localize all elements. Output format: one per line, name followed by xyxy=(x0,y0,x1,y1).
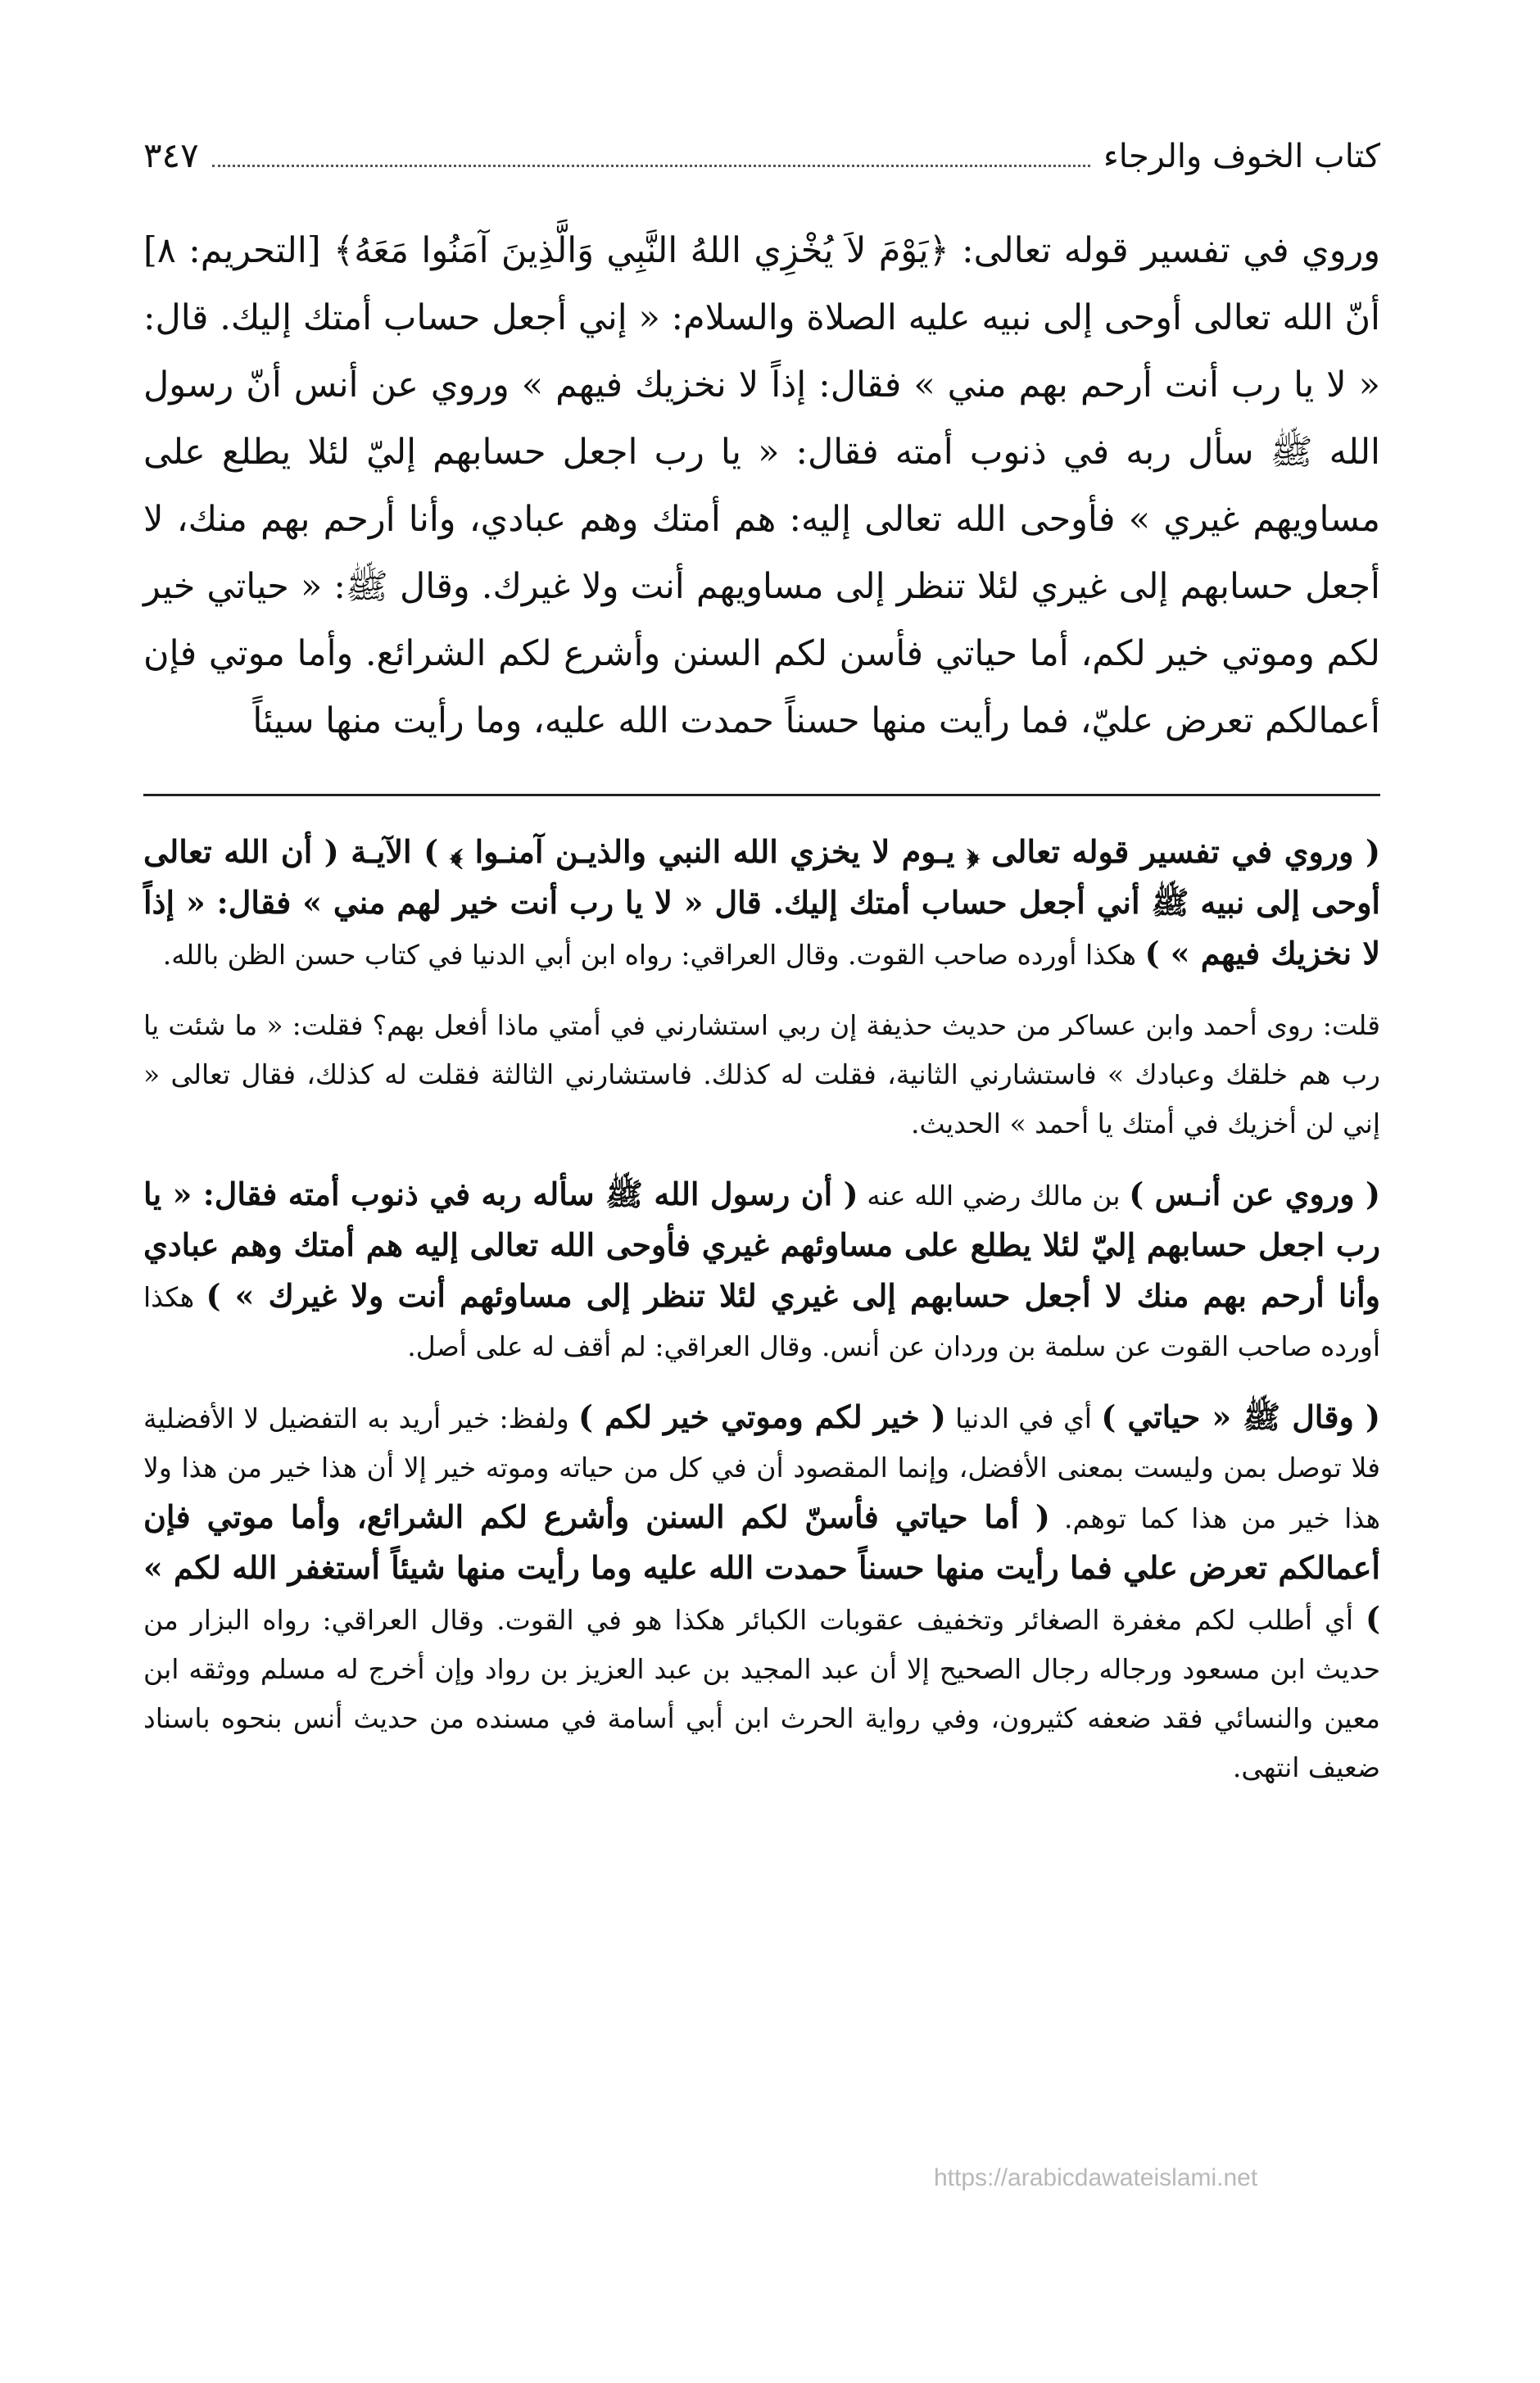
page-number: ٣٤٧ xyxy=(143,135,199,175)
commentary-paragraph-2 xyxy=(143,1001,1380,1148)
commentary-text: أي في الدنيا xyxy=(945,1402,1102,1434)
commentary-paragraph-1 xyxy=(143,827,1380,980)
commentary-paragraph-4 xyxy=(143,1393,1380,1792)
quoted-text: ( خير لكم وموتي خير لكم ) xyxy=(578,1398,946,1435)
commentary-text: بن مالك رضي الله عنه xyxy=(858,1180,1130,1212)
quoted-text: ( أن رسول الله ﷺ سأله ربه في ذنوب أمته فقال: « يا رب اجعل حسابهم إليّ لئلا يطلع على مساوئهم غيري فأوحى الله تعالى إليه هم أمتك وهم عبادي وأنا أرحم بهم منك لا أجعل حسابهم إلى غيري لئلا تنظر إلى مساوئهم أنت ولا غيرك » ) xyxy=(143,1176,1380,1314)
book-title: كتاب الخوف والرجاء xyxy=(1103,138,1380,175)
commentary-block xyxy=(143,827,1380,1792)
footnote-divider xyxy=(143,794,1380,796)
commentary-text: هكذا أورده صاحب القوت عن سلمة بن وردان عن أنس. وقال العراقي: لم أقف له على أصل. xyxy=(143,1281,1380,1362)
commentary-text: قلت: روى أحمد وابن عساكر من حديث حذيفة إن ربي استشارني في أمتي ماذا أفعل بهم؟ فقلت: « ما شئت يا رب هم خلقك وعبادك » فاستشارني الثانية، فقلت له كذلك. فاستشارني الثالثة فقلت له كذلك، فقال تعالى « إني لن أخزيك في أمتك يا أحمد » الحديث. xyxy=(143,1009,1380,1139)
quoted-text: ( أما حياتي فأسنّ لكم السنن وأشرع لكم الشرائع، وأما موتي فإن أعمالكم تعرض علي فما رأيت منها حسناً حمدت الله عليه وما رأيت منها شيئاً أستغفر الله لكم » ) xyxy=(143,1498,1380,1637)
main-text-block xyxy=(143,217,1380,754)
quoted-text: ( وقال ﷺ « حياتي ) xyxy=(1101,1398,1380,1435)
commentary-text: أي أطلب لكم مغفرة الصغائر وتخفيف عقوبات الكبائر هكذا هو في القوت. وقال العراقي: رواه البزار من حديث ابن مسعود ورجاله رجال الصحيح إلا أن عبد المجيد بن عبد العزيز بن رواد وإن أخرج له مسلم ووثقه ابن معين والنسائي فقد ضعفه كثيرون، وفي رواية الحرث ابن أبي أسامة في مسنده من حديث أنس بنحوه باسناد ضعيف انتهى. xyxy=(143,1604,1380,1783)
quoted-text: ( وروي عن أنـس ) xyxy=(1129,1176,1380,1212)
running-header xyxy=(143,135,1380,193)
main-paragraph: وروي في تفسير قوله تعالى: ﴿يَوْمَ لاَ يُخْزِي اللهُ النَّبِي وَالَّذِينَ آمَنُوا مَعَهُ﴾ [التحريم: ٨] أنّ الله تعالى أوحى إلى نبيه عليه الصلاة والسلام: « إني أجعل حساب أمتك إليك. قال: « لا يا رب أنت أرحم بهم مني » فقال: إذاً لا نخزيك فيهم » وروي عن أنس أنّ رسول الله ﷺ سأل ربه في ذنوب أمته فقال: « يا رب اجعل حسابهم إليّ لئلا يطلع على مساويهم غيري » فأوحى الله تعالى إليه: هم أمتك وهم عبادي، وأنا أرحم بهم منك، لا أجعل حسابهم إلى غيري لئلا تنظر إلى مساويهم أنت ولا غيرك. وقال ﷺ: « حياتي خير لكم وموتي خير لكم، أما حياتي فأسن لكم السنن وأشرع لكم الشرائع. وأما موتي فإن أعمالكم تعرض عليّ، فما رأيت منها حسناً حمدت الله عليه، وما رأيت منها سيئاً xyxy=(143,230,1380,741)
commentary-paragraph-3 xyxy=(143,1170,1380,1371)
commentary-text: هكذا أورده صاحب القوت. وقال العراقي: رواه ابن أبي الدنيا في كتاب حسن الظن بالله. xyxy=(162,939,1145,971)
dotted-leader xyxy=(212,165,1090,167)
book-page xyxy=(143,135,1380,1814)
commentary-text: ولفظ: خير أريد به التفضيل لا الأفضلية فلا توصل بمن وليست بمعنى الأفضل، وإنما المقصود أن في كل من حياته وموته خير إلا أن هذا خير من هذا ولا هذا خير من هذا كما توهم. xyxy=(143,1402,1380,1534)
watermark-url: https://arabicdawateislami.net xyxy=(934,2164,1258,2191)
quoted-text: ( وروي في تفسير قوله تعالى ﴿ يـوم لا يخزي الله النبي والذيـن آمنـوا ﴾ ) الآيـة ( أن الله تعالى أوحى إلى نبيه ﷺ أني أجعل حساب أمتك إليك. قال « لا يا رب أنت خير لهم مني » فقال: « إذاً لا نخزيك فيهم » ) xyxy=(143,833,1380,972)
